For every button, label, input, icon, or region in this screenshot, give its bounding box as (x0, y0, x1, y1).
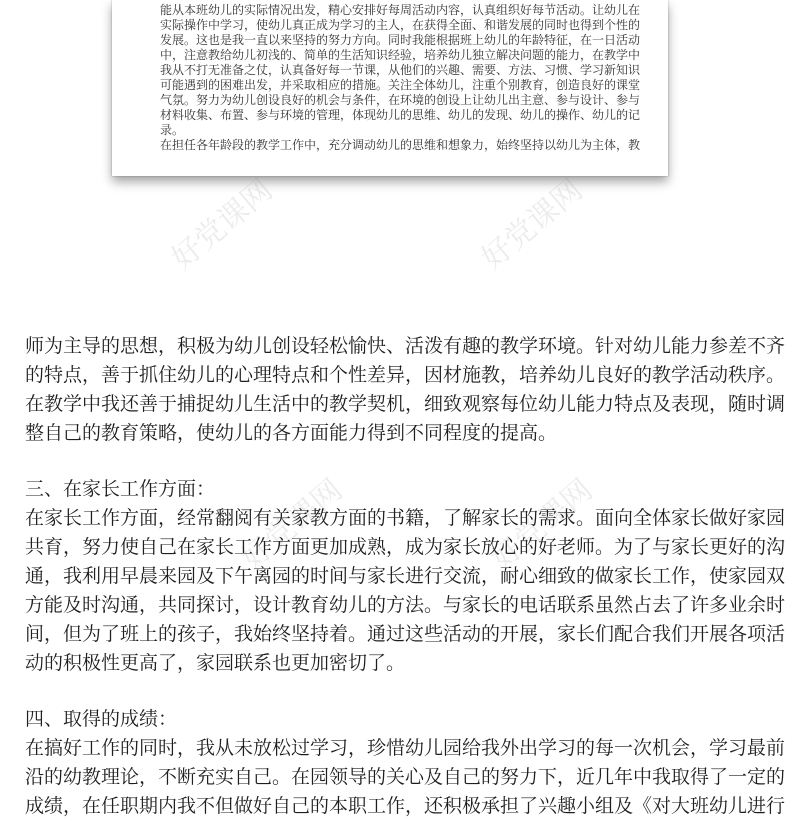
paragraph-line: 共育，努力使自己在家长工作方面更加成熟，成为家长放心的好老师。为了与家长更好的沟 (25, 536, 786, 558)
paragraph-line: 整自己的教育策略，使幼儿的各方面能力得到不同程度的提高。 (25, 422, 558, 444)
paragraph-line: 通，我利用早晨来园及下午离园的时间与家长进行交流，耐心细致的做家长工作，使家园双 (25, 565, 786, 587)
preview-line: 中，注意教给幼儿初浅的、简单的生活知识经验，培养幼儿独立解决问题的能力，在教学中 (160, 48, 641, 62)
paragraph-line: 方能及时沟通，共同探讨，设计教育幼儿的方法。与家长的电话联系虽然占去了许多业余时 (25, 594, 786, 616)
watermark: 好党课网 (485, 472, 600, 577)
preview-line: 发展。这也是我一直以来坚持的努力方向。同时我能根据班上幼儿的年龄特征，在一日活动 (160, 33, 641, 47)
preview-line: 在担任各年龄段的教学工作中，充分调动幼儿的思维和想象力，始终坚持以幼儿为主体，教 (160, 138, 641, 152)
document-preview-card (112, 0, 668, 176)
paragraph-line: 间，但为了班上的孩子，我始终坚持着。通过这些活动的开展，家长们配合我们开展各项活 (25, 623, 786, 645)
preview-line: 录。 (160, 123, 185, 137)
preview-line: 材料收集、布置、参与环境的管理，体现幼儿的思维、幼儿的发现、幼儿的操作、幼儿的记 (160, 108, 641, 122)
paragraph-line: 师为主导的思想，积极为幼儿创设轻松愉快、活泼有趣的教学环境。针对幼儿能力参差不齐 (25, 335, 786, 357)
section-heading: 四、取得的成绩： (25, 708, 178, 730)
preview-line: 气氛。努力为幼儿创设良好的机会与条件，在环境的创设上让幼儿出主意、参与设计、参与 (160, 93, 641, 107)
preview-line: 可能遇到的困难出发，并采取相应的措施。关注全体幼儿，注重个别教育，创造良好的课堂 (160, 78, 641, 92)
paragraph-line: 动的积极性更高了，家园联系也更加密切了。 (25, 652, 406, 674)
paragraph-line: 在教学中我还善于捕捉幼儿生活中的教学契机，细致观察每位幼儿能力特点及表现，随时调 (25, 393, 786, 415)
preview-line: 我从不打无准备之仗，认真备好每一节课，从他们的兴趣、需要、方法、习惯、学习新知识 (160, 63, 641, 77)
paragraph-line: 沿的幼教理论，不断充实自己。在园领导的关心及自己的努力下，近几年中我取得了一定的 (25, 766, 786, 788)
paragraph-line: 在搞好工作的同时，我从未放松过学习，珍惜幼儿园给我外出学习的每一次机会，学习最前 (25, 737, 786, 759)
section-heading: 三、在家长工作方面： (25, 478, 216, 500)
document-body (25, 332, 785, 821)
paragraph-line: 成绩，在任职期内我不但做好自己的本职工作，还积极承担了兴趣小组及《对大班幼儿进行 (25, 795, 786, 817)
watermark: 好党课网 (235, 472, 350, 577)
preview-line: 实际操作中学习，使幼儿真正成为学习的主人，在获得全面、和谐发展的同时也得到个性的 (160, 18, 641, 32)
watermark: 好党课网 (475, 172, 590, 277)
watermark: 好党课网 (165, 172, 280, 277)
preview-text (160, 3, 640, 153)
preview-line: 能从本班幼儿的实际情况出发，精心安排好每周活动内容，认真组织好每节活动。让幼儿在 (160, 3, 641, 17)
paragraph-line: 的特点，善于抓住幼儿的心理特点和个性差异，因材施教，培养幼儿良好的教学活动秩序。 (25, 364, 786, 386)
paragraph-line: 在家长工作方面，经常翻阅有关家教方面的书籍，了解家长的需求。面向全体家长做好家园 (25, 507, 786, 529)
